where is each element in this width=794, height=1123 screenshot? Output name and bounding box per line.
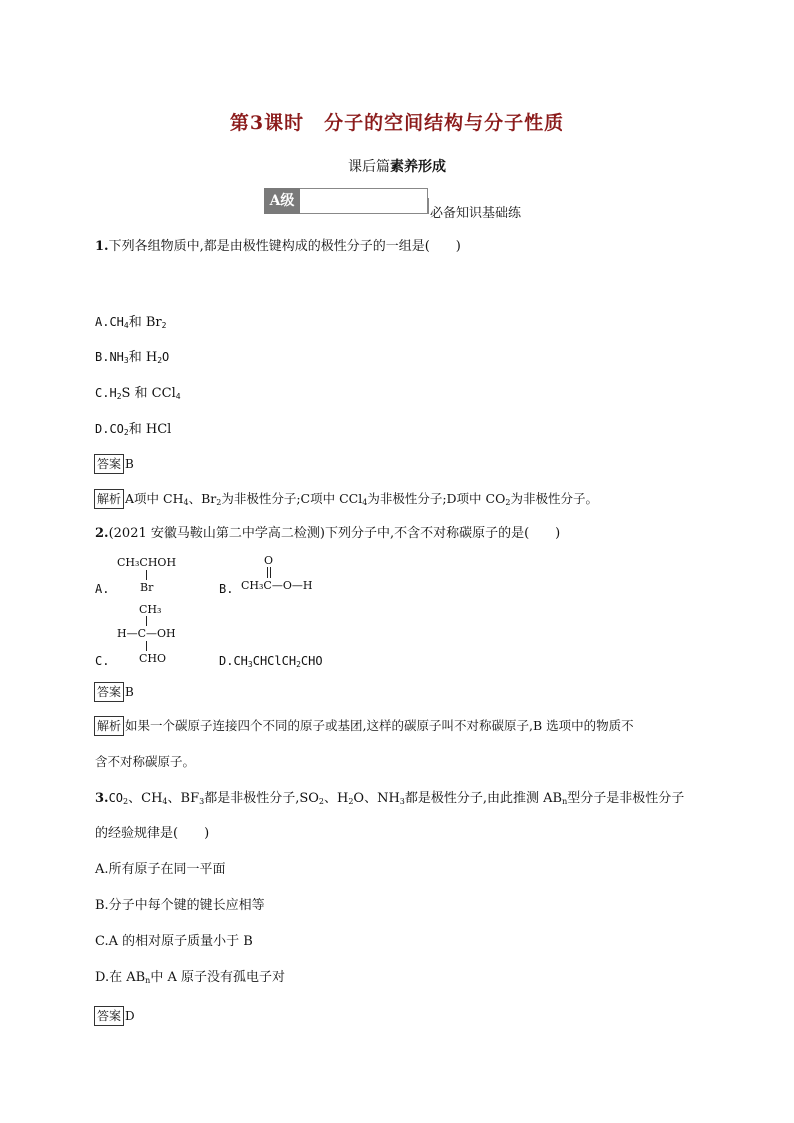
subscript: 3: [123, 356, 129, 365]
subscript: n: [562, 797, 568, 806]
option-text: S 和 CCl: [121, 386, 176, 401]
option-text: C.H: [95, 386, 117, 400]
option-c-formula-top: CH₃: [139, 603, 162, 616]
question-2-stem: [95, 525, 560, 543]
subscript: 4: [362, 498, 368, 507]
explanation-text: 为非极性分子。: [510, 491, 598, 506]
question-2-number: 2.: [95, 526, 109, 541]
option-c-formula-bottom: CHO: [139, 652, 167, 665]
level-banner-divider: [428, 198, 429, 214]
subscript: 2: [116, 392, 122, 401]
option-text: D.CO: [95, 422, 124, 436]
answer-tag: 答案: [94, 454, 124, 474]
question-2-option-b-label[interactable]: B.: [219, 582, 234, 596]
question-3-option-c[interactable]: C.A 的相对原子质量小于 B: [95, 934, 253, 949]
answer-tag: 答案: [94, 1006, 124, 1026]
subscript: 4: [183, 498, 189, 507]
question-2-option-d[interactable]: [219, 654, 323, 669]
option-text: D.CH: [219, 654, 248, 668]
level-label: 必备知识基础练: [430, 206, 522, 221]
option-text: 和 HCl: [128, 422, 172, 437]
option-text: O: [162, 350, 170, 364]
page-subtitle: [0, 156, 794, 176]
subtitle-emphasis: 素养形成: [390, 159, 446, 175]
stem-text: 、CH: [128, 791, 163, 806]
option-b-formula-main: CH₃C—O—H: [241, 579, 313, 592]
question-1-option-b[interactable]: [95, 346, 169, 365]
question-3-stem: [95, 789, 684, 811]
explanation-tag: 解析: [94, 716, 124, 736]
subscript: n: [145, 976, 151, 985]
subscript: 2: [123, 428, 129, 437]
option-a-formula-substituent: Br: [140, 581, 154, 594]
option-text: B.NH: [95, 350, 124, 364]
option-b-double-bond-left: [267, 567, 268, 578]
question-1-option-d[interactable]: [95, 418, 171, 437]
question-1-option-a[interactable]: [95, 311, 166, 330]
subscript: 3: [247, 660, 253, 669]
subscript: 2: [348, 797, 354, 806]
stem-text: 型分子是非极性分子: [567, 791, 685, 806]
explanation-text: 为非极性分子;C项中 CCl: [221, 491, 363, 506]
subscript: 4: [123, 321, 129, 330]
option-text: CHClCH: [252, 654, 297, 668]
question-1-explanation: [94, 489, 598, 512]
question-3-option-a[interactable]: A.所有原子在同一平面: [95, 862, 226, 877]
question-3-number: 3.: [95, 791, 109, 806]
stem-text: 、H: [323, 791, 349, 806]
explanation-text: A项中 CH: [125, 491, 184, 506]
subscript: 2: [216, 498, 222, 507]
answer-value: B: [125, 457, 134, 471]
question-1-number: 1.: [95, 239, 109, 254]
question-3-option-d[interactable]: [95, 969, 285, 990]
option-a-bond-line: [146, 570, 147, 580]
subscript: 4: [162, 797, 168, 806]
subscript: 2: [157, 356, 163, 365]
subscript: 3: [399, 797, 405, 806]
question-1-text: 下列各组物质中,都是由极性键构成的极性分子的一组是( ): [108, 239, 461, 254]
option-b-carbonyl-oxygen: O: [264, 554, 274, 567]
stem-text: O、NH: [353, 791, 400, 806]
explanation-tag: 解析: [94, 489, 124, 509]
stem-text: 、BF: [167, 791, 200, 806]
subtitle-prefix: 课后篇: [348, 159, 390, 175]
question-3-answer: [94, 1005, 135, 1026]
stem-text: CO: [108, 791, 124, 805]
subscript: 4: [175, 392, 181, 401]
level-badge: A级: [264, 188, 300, 214]
question-1-answer: [94, 453, 134, 474]
explanation-text: 、Br: [188, 491, 217, 506]
question-2-option-a-label[interactable]: A.: [95, 582, 110, 596]
option-b-double-bond-right: [270, 567, 271, 578]
subscript: 2: [318, 797, 324, 806]
answer-tag: 答案: [94, 682, 124, 702]
level-banner-box: [300, 188, 428, 214]
option-c-formula-middle: H—C—OH: [117, 627, 176, 640]
option-c-bond-bottom: [146, 641, 147, 651]
option-text: 和 Br: [128, 315, 162, 330]
answer-value: D: [125, 1009, 135, 1023]
page-title: 第3课时 分子的空间结构与分子性质: [229, 112, 565, 134]
question-2-explanation: [94, 716, 634, 736]
stem-text: 都是极性分子,由此推测 AB: [404, 791, 563, 806]
answer-value: B: [125, 685, 134, 699]
stem-text: 都是非极性分子,SO: [204, 791, 319, 806]
subscript: 2: [123, 797, 129, 806]
explanation-text: 为非极性分子;D项中 CO: [367, 491, 506, 506]
question-2-answer: [94, 681, 134, 702]
explanation-text: 如果一个碳原子连接四个不同的原子或基团,这样的碳原子叫不对称碳原子,B 选项中的物质不: [125, 718, 634, 733]
option-c-bond-top: [146, 616, 147, 626]
subscript: 2: [161, 321, 167, 330]
question-2-explanation-cont: 含不对称碳原子。: [95, 754, 196, 769]
option-text: 和 H: [128, 350, 158, 365]
option-text: D.在 AB: [95, 970, 146, 985]
option-text: A.CH: [95, 315, 124, 329]
question-1-stem: [95, 238, 461, 256]
subscript: 3: [199, 797, 205, 806]
option-a-formula-top: CH₃CHOH: [117, 556, 177, 569]
question-3-option-b[interactable]: B.分子中每个键的键长应相等: [95, 898, 265, 913]
subscript: 2: [296, 660, 301, 669]
question-1-option-c[interactable]: [95, 382, 181, 401]
option-text: CHO: [300, 654, 323, 668]
question-2-option-c-label[interactable]: C.: [95, 654, 110, 668]
question-3-stem-cont: 的经验规律是( ): [95, 826, 210, 841]
question-2-text: (2021 安徽马鞍山第二中学高二检测)下列分子中,不含不对称碳原子的是( ): [108, 526, 561, 541]
subscript: 2: [505, 498, 511, 507]
option-text: 中 A 原子没有孤电子对: [150, 970, 285, 985]
